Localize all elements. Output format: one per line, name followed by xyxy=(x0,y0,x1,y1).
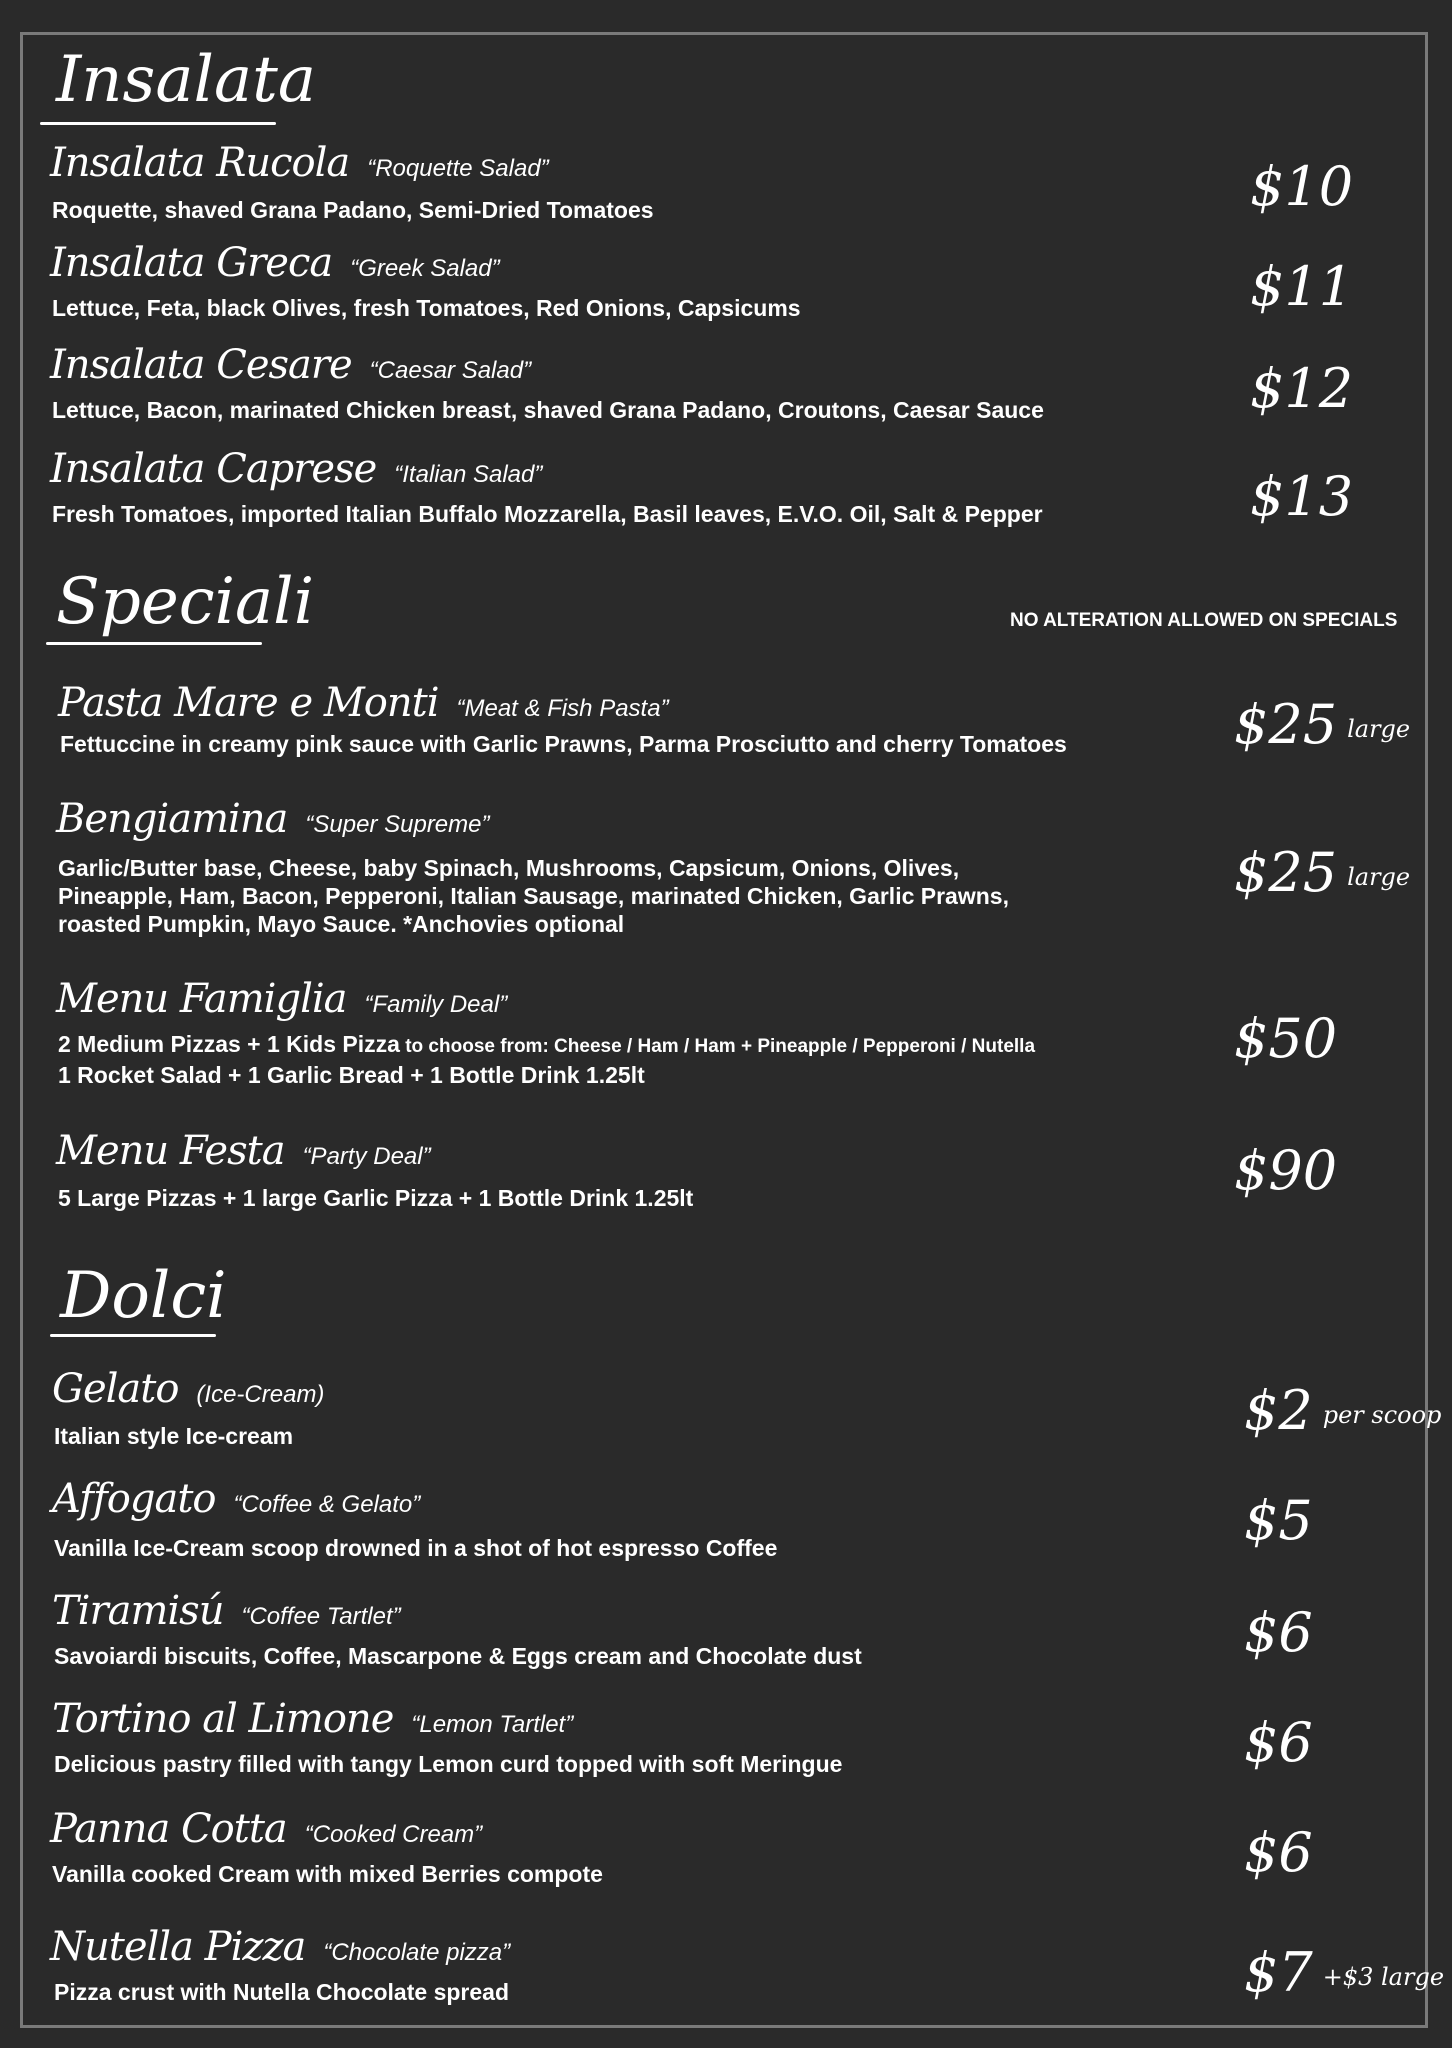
item-name: Tortino al Limone xyxy=(52,1696,394,1742)
item-heading xyxy=(56,1128,431,1174)
item-description: Lettuce, Feta, black Olives, fresh Tomatoes, Red Onions, Capsicums xyxy=(52,295,801,321)
item-name: Tiramisú xyxy=(52,1588,224,1634)
description-line xyxy=(58,1030,1035,1061)
item-name: Insalata Cesare xyxy=(50,342,352,388)
item-subtitle: “Caesar Salad” xyxy=(369,357,532,384)
item-subtitle: “Chocolate pizza” xyxy=(323,1939,511,1966)
price-amount: $2 xyxy=(1244,1379,1313,1442)
item-price xyxy=(1244,1379,1442,1442)
item-name: Bengiamina xyxy=(56,796,288,842)
section-underline xyxy=(40,122,276,125)
price-amount: $25 xyxy=(1234,693,1338,756)
item-description: Lettuce, Bacon, marinated Chicken breast, shaved Grana Padano, Croutons, Caesar Sauce xyxy=(52,397,1044,423)
item-name: Menu Festa xyxy=(56,1128,285,1174)
item-description xyxy=(58,854,1009,938)
item-heading xyxy=(50,446,542,492)
price-suffix: large xyxy=(1347,863,1411,891)
price-suffix: +$3 large xyxy=(1322,1963,1445,1991)
item-description: Delicious pastry filled with tangy Lemon curd topped with soft Meringue xyxy=(54,1751,843,1777)
item-subtitle: “Cooked Cream” xyxy=(304,1821,483,1848)
price-amount: $25 xyxy=(1234,841,1338,904)
item-price: $50 xyxy=(1234,1007,1338,1070)
item-subtitle: “Super Supreme” xyxy=(305,811,490,838)
section-title-speciali: Speciali xyxy=(56,565,315,639)
item-heading xyxy=(50,1806,482,1852)
item-description: Vanilla Ice-Cream scoop drowned in a shot of hot espresso Coffee xyxy=(54,1535,778,1561)
item-subtitle: “Lemon Tartlet” xyxy=(411,1711,574,1738)
item-name: Insalata Rucola xyxy=(50,140,350,186)
item-price: $11 xyxy=(1250,255,1354,318)
price-amount: $7 xyxy=(1244,1941,1313,2004)
item-description: Savoiardi biscuits, Coffee, Mascarpone & Eggs cream and Chocolate dust xyxy=(54,1643,862,1669)
item-heading xyxy=(50,1924,510,1970)
item-price xyxy=(1234,693,1411,756)
item-heading xyxy=(52,1588,401,1634)
item-description: Fettuccine in creamy pink sauce with Garlic Prawns, Parma Prosciutto and cherry Tomatoes xyxy=(60,731,1067,757)
item-subtitle: “Italian Salad” xyxy=(394,461,543,488)
specials-notice: NO ALTERATION ALLOWED ON SPECIALS xyxy=(1010,610,1398,631)
item-name: Insalata Caprese xyxy=(50,446,377,492)
item-description: Roquette, shaved Grana Padano, Semi-Dried Tomatoes xyxy=(52,197,654,223)
item-name: Nutella Pizza xyxy=(50,1924,306,1970)
item-heading xyxy=(52,1476,420,1522)
item-price: $6 xyxy=(1244,1821,1313,1884)
item-name: Affogato xyxy=(52,1476,216,1522)
item-price xyxy=(1234,841,1411,904)
description-line: roasted Pumpkin, Mayo Sauce. *Anchovies optional xyxy=(58,911,625,937)
item-price: $10 xyxy=(1250,155,1354,218)
section-title-insalata: Insalata xyxy=(56,43,316,117)
item-name: Panna Cotta xyxy=(50,1806,287,1852)
item-price: $6 xyxy=(1244,1711,1313,1774)
item-description: Italian style Ice-cream xyxy=(54,1423,294,1449)
price-suffix: large xyxy=(1347,715,1411,743)
item-subtitle: “Family Deal” xyxy=(364,991,508,1018)
item-heading xyxy=(50,140,549,186)
description-line: Garlic/Butter base, Cheese, baby Spinach, Mushrooms, Capsicum, Onions, Olives, xyxy=(58,855,960,881)
item-price: $12 xyxy=(1250,357,1354,420)
item-name: Pasta Mare e Monti xyxy=(58,680,439,726)
section-title-dolci: Dolci xyxy=(60,1259,227,1333)
item-heading xyxy=(58,680,669,726)
item-subtitle: “Party Deal” xyxy=(302,1143,431,1170)
item-name: Menu Famiglia xyxy=(56,976,347,1022)
description-line: 1 Rocket Salad + 1 Garlic Bread + 1 Bottle Drink 1.25lt xyxy=(58,1062,645,1088)
item-price: $90 xyxy=(1234,1139,1338,1202)
item-price: $6 xyxy=(1244,1601,1313,1664)
item-description: Fresh Tomatoes, imported Italian Buffalo Mozzarella, Basil leaves, E.V.O. Oil, Salt & Pepper xyxy=(52,501,1043,527)
item-price: $5 xyxy=(1244,1489,1313,1552)
item-subtitle: “Coffee Tartlet” xyxy=(241,1603,401,1630)
price-suffix: per scoop xyxy=(1322,1401,1442,1429)
item-subtitle: “Meat & Fish Pasta” xyxy=(456,695,669,722)
item-heading xyxy=(50,240,500,286)
item-heading xyxy=(52,1366,324,1412)
item-heading xyxy=(50,342,531,388)
item-name: Gelato xyxy=(52,1366,179,1412)
item-name: Insalata Greca xyxy=(50,240,333,286)
item-subtitle: “Roquette Salad” xyxy=(367,155,549,182)
description-main: 2 Medium Pizzas + 1 Kids Pizza xyxy=(58,1031,400,1057)
description-line: Pineapple, Ham, Bacon, Pepperoni, Italian Sausage, marinated Chicken, Garlic Prawns, xyxy=(58,883,1009,909)
item-subtitle: “Greek Salad” xyxy=(350,255,500,282)
item-subtitle: (Ice-Cream) xyxy=(196,1381,325,1408)
item-heading xyxy=(56,976,507,1022)
item-description xyxy=(58,1030,1035,1089)
item-price xyxy=(1244,1941,1445,2004)
item-price: $13 xyxy=(1250,465,1354,528)
section-underline xyxy=(46,642,262,645)
section-underline xyxy=(50,1334,216,1337)
item-description: 5 Large Pizzas + 1 large Garlic Pizza + 1 Bottle Drink 1.25lt xyxy=(58,1185,694,1211)
item-description: Pizza crust with Nutella Chocolate spread xyxy=(54,1979,509,2005)
item-description: Vanilla cooked Cream with mixed Berries compote xyxy=(52,1861,603,1887)
item-heading xyxy=(52,1696,573,1742)
description-options: to choose from: Cheese / Ham / Ham + Pineapple / Pepperoni / Nutella xyxy=(399,1036,1036,1057)
item-heading xyxy=(56,796,489,842)
item-subtitle: “Coffee & Gelato” xyxy=(233,1491,421,1518)
